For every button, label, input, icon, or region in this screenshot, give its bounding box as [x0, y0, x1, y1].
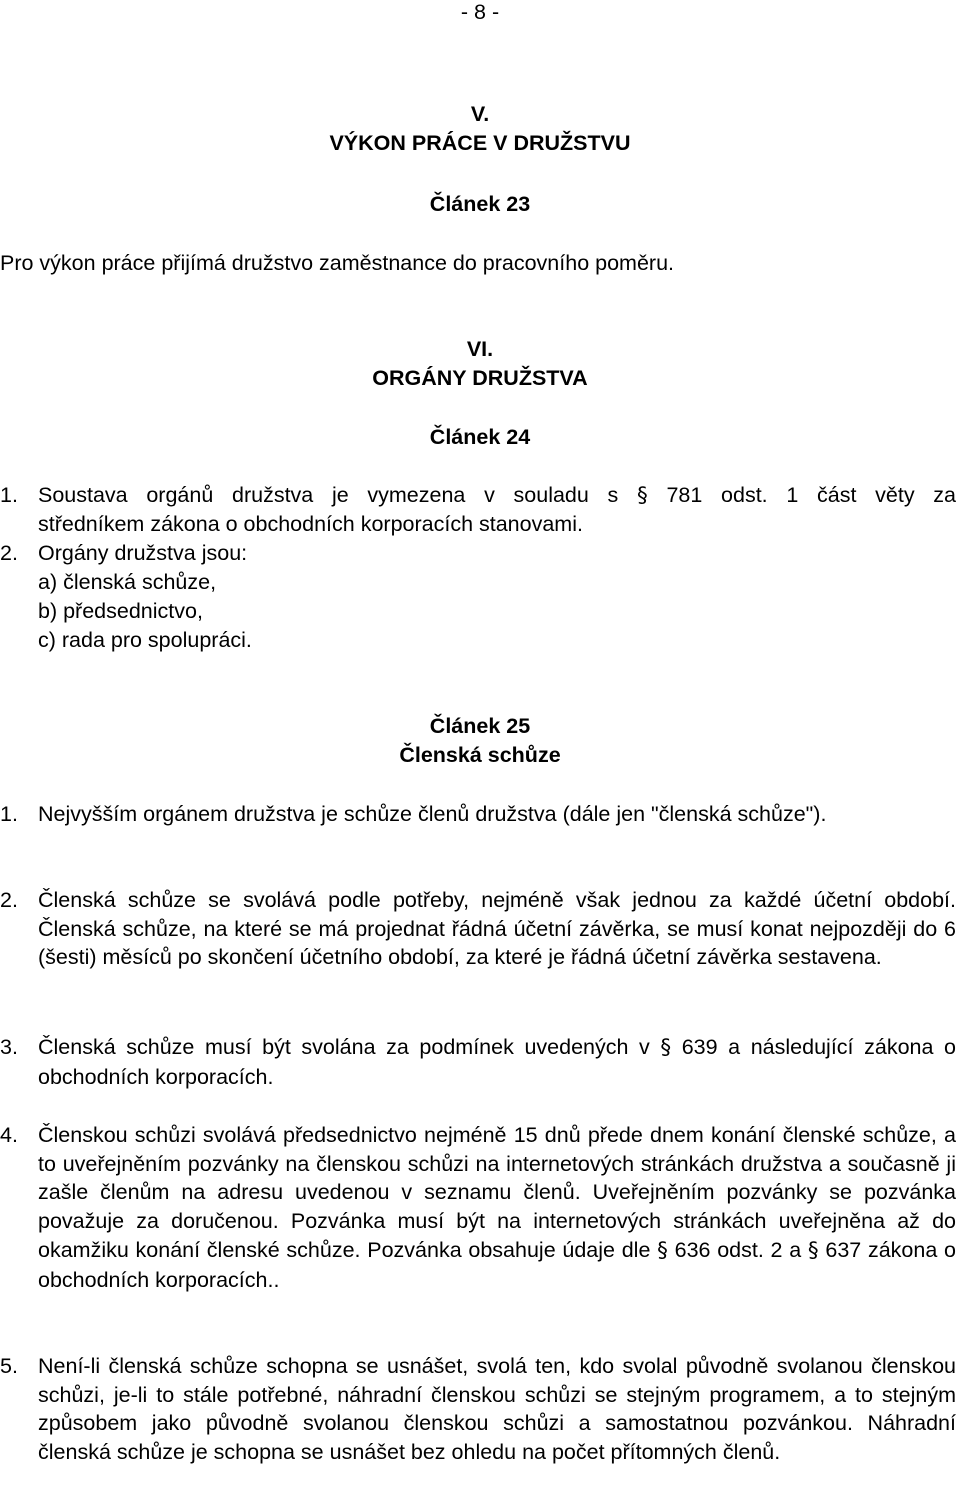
article-25-p1: Nejvyšším orgánem družstva je schůze členů družstva (dále jen "členská schůze").: [38, 802, 827, 826]
article-25-subheading: Členská schůze: [399, 743, 561, 767]
article-24-p2-text: Orgány družstva jsou:: [38, 541, 248, 565]
article-25-p4-number: 4.: [0, 1123, 18, 1147]
article-24-p1-line1: Soustava orgánů družstva je vymezena v souladu s § 781 odst. 1 část věty za: [38, 483, 956, 508]
article-25-p2: Členská schůze se svolává podle potřeby, nejméně však jednou za každé účetní období. Členská schůze, na které se má projednat řádná účetní závěrka, se musí konat nejpozději do 6 (šesti) měsíců po skončení účetního období, za které je řádná účetní závěrka sestavena.: [38, 888, 956, 970]
article-23-text: Pro výkon práce přijímá družstvo zaměstnance do pracovního poměru.: [0, 251, 674, 275]
section-vi-title: ORGÁNY DRUŽSTVA: [372, 366, 588, 390]
section-v-title: VÝKON PRÁCE V DRUŽSTVU: [329, 131, 631, 155]
section-sign: §: [807, 1237, 819, 1263]
article-25-p3: Členská schůze musí být svolána za podmínek uvedených v § 639 a následující zákona o obchodních korporacích.: [38, 1035, 956, 1089]
section-v-numeral: V.: [470, 102, 490, 126]
article-24-heading: Článek 24: [429, 425, 531, 449]
article-25-heading: Článek 25: [429, 714, 531, 738]
article-25-p5: Není-li členská schůze schopna se usnášet, svolá ten, kdo svolal původně svolanou členskou schůzi, je-li to stále potřebné, náhradní členskou schůzi se stejným programem, a to stejným způsobem jako původně svolanou členskou schůzi a samostatnou pozvánkou. Náhradní členská schůze je schopna se usnášet bez ohledu na počet přítomných členů.: [38, 1354, 956, 1465]
article-24-p2-number: 2.: [0, 541, 18, 565]
section-sign: §: [637, 483, 648, 508]
section-vi-numeral: VI.: [466, 337, 494, 361]
article-25-p2-number: 2.: [0, 888, 18, 912]
section-sign: §: [657, 1237, 668, 1263]
article-25-p4: Členskou schůzi svolává předsednictvo nejméně 15 dnů přede dnem konání členské schůze, a to uveřejněním pozvánky na členskou schůzi na internetových stránkách družstva a současně ji zašle členům na adresu uvedenou v seznamu členů. Uveřejněním pozvánky se pozvánka považuje za doručenou. Pozvánka musí být na internetových stránkách uveřejněna až do okamžiku konání členské schůze. Pozvánka obsahuje údaje dle § 636 odst. 2 a § 637 zákona o obchodních korporacích..: [38, 1123, 956, 1292]
list-item: b) předsednictvo,: [38, 599, 203, 623]
article-25-p3-number: 3.: [0, 1035, 18, 1059]
list-item: c) rada pro spolupráci.: [38, 628, 252, 652]
article-25-p1-number: 1.: [0, 802, 18, 826]
article-23-heading: Článek 23: [429, 192, 531, 216]
article-25-p5-number: 5.: [0, 1354, 18, 1378]
list-item: a) členská schůze,: [38, 570, 217, 594]
article-24-p1-number: 1.: [0, 483, 18, 507]
section-sign: §: [660, 1035, 672, 1060]
page-number: - 8 -: [460, 0, 500, 24]
article-24-p1-line2: středníkem zákona o obchodních korporacích stanovami.: [38, 512, 583, 536]
